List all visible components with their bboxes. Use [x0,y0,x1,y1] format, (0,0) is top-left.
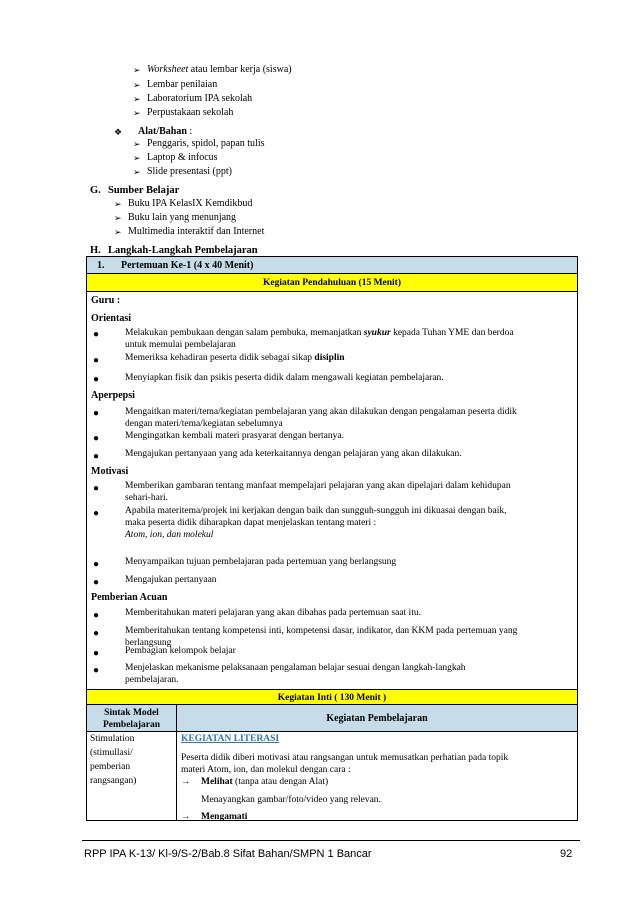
item-text: pembelajaran. [125,675,179,685]
bullet-icon: ● [93,433,100,444]
item-text: Atom, ion, dan molekul [125,530,214,540]
inti-title: Kegiatan Inti ( 130 Menit ) [277,693,387,703]
item-text: sehari-hari. [125,493,168,503]
media-item-italic: Worksheet [147,64,189,75]
item-text: Memberikan gambaran tentang manfaat mempelajari pelajaran yang akan dipelajari dalam kehidupan [125,481,511,491]
apersepsi-item: Mengingatkan kembali materi prasyarat dengan bertanya. [125,431,344,441]
apersepsi-item: Mengajukan pertanyaan yang ada keterkaitannya dengan pelajaran yang akan dilakukan. [125,449,462,459]
bullet-icon: ● [93,628,100,639]
pertemuan-row [87,257,577,274]
guru-label: Guru : [91,295,121,306]
orientasi-item: Menyiapkan fisik dan psikis peserta didik dalam mengawali kegiatan pembelajaran. [125,373,444,383]
acuan-item: Pembagian kelompok belajar [125,646,236,656]
stim-text: pemberian [90,762,131,772]
media-item [133,93,252,105]
alat-item [133,166,232,178]
arrow-bullet-icon: ➢ [133,65,141,75]
alat-colon: : [186,126,193,137]
bullet-icon: ● [93,665,100,676]
item-text: Memeriksa kehadiran peserta didik sebagai sikap [125,353,315,363]
sumber-item [114,198,252,210]
alat-item-text: Penggaris, spidol, papan tulis [147,138,265,149]
arrow-bullet-icon: ➢ [133,139,141,149]
media-item [133,79,217,91]
bullet-icon: ● [93,329,100,340]
bullet-icon: ● [93,508,100,519]
pertemuan-number: 1. [97,260,105,271]
sumber-item-text: Buku IPA KelasIX Kemdikbud [128,198,253,209]
section-number: G. [90,185,101,196]
motivasi-label: Motivasi [91,466,129,477]
emphasis-disiplin: disiplin [314,353,345,363]
item-text: berlangsung [125,638,172,648]
alat-item-text: Laptop & infocus [147,152,218,163]
literasi-cell [177,732,577,820]
stim-text: (stimullasi/ [90,748,133,758]
inti-row [87,689,577,705]
item-text: untuk memulai pembelajaran [125,340,236,350]
section-title: Langkah-Langkah Pembelajaran [108,245,258,256]
sumber-item-text: Multimedia interaktif dan Internet [128,226,265,237]
header-text: Sintak Model [104,708,159,718]
bullet-icon: ● [93,451,100,462]
media-item-text: atau lembar kerja (siswa) [188,64,292,75]
arrow-bullet-icon: ➢ [133,80,141,90]
alat-heading [114,126,192,138]
item-text: dengan materi/tema/kegiatan sebelumnya [125,419,283,429]
arrow-bullet-icon: ➢ [114,199,122,209]
arrow-bullet-icon: ➢ [114,213,122,223]
arrow-right-icon: → [181,812,191,822]
col-header-kegiatan [177,705,577,732]
sumber-item [114,226,264,238]
pertemuan-title: Pertemuan Ke-1 (4 x 40 Menit) [121,260,254,271]
item-text: Mengaitkan materi/tema/kegiatan pembelajaran yang akan dilakukan dengan pengalaman peserta didik [125,407,517,417]
bullet-icon: ● [93,355,100,366]
bullet-icon: ● [93,408,100,419]
header-text: Pembelajaran [103,720,160,730]
lesson-table [86,256,578,821]
arrow-right-icon: → [181,777,191,787]
arrow-bullet-icon: ➢ [114,227,122,237]
bullet-icon: ● [93,374,100,385]
emphasis-syukur: syukur [363,328,391,338]
orientasi-item [125,327,565,351]
desc-text: materi Atom, ion, dan molekul dengan cara : [181,765,351,775]
footer-rule [82,840,580,841]
orientasi-label: Orientasi [91,313,131,324]
literasi-link[interactable]: KEGIATAN LITERASI [181,734,280,744]
stimulation-cell [87,732,177,820]
bullet-icon: ● [93,648,100,659]
acuan-item [125,662,565,686]
motivasi-item [125,480,565,504]
alat-item [133,152,218,164]
stim-text: rangsangan) [90,776,137,786]
header-text: Kegiatan Pembelajaran [326,713,428,724]
arrow-bullet-icon: ➢ [133,108,141,118]
arrow-bullet-icon: ➢ [133,167,141,177]
mengamati-text: Mengamati [201,812,248,822]
arrow-bullet-icon: ➢ [133,153,141,163]
item-text: Melakukan pembukaan dengan salam pembuka, memanjatkan [125,328,364,338]
pendahuluan-row [87,274,577,292]
section-title: Sumber Belajar [108,185,180,196]
arrow-bullet-icon: ➢ [133,94,141,104]
diamond-bullet-icon: ❖ [114,127,123,137]
menayangkan-text: Menayangkan gambar/foto/video yang relevan. [201,795,381,805]
item-text: Memberitahukan tentang kompetensi inti, kompetensi dasar, indikator, dan KKM pada pertemuan yang [125,626,518,636]
melihat-item [201,777,328,787]
motivasi-item: Menyampaikan tujuan pembelajaran pada pertemuan yang berlangsung [125,557,397,567]
pendahuluan-title: Kegiatan Pendahuluan (15 Menit) [262,278,402,288]
motivasi-item [125,505,565,541]
media-item-text: Lembar penilaian [147,79,218,90]
desc-text: Peserta didik diberi motivasi atau rangsangan untuk memusatkan perhatian pada topik [181,753,509,763]
apersepsi-item [125,406,565,430]
acuan-item: Memberitahukan materi pelajaran yang akan dibahas pada pertemuan saat itu. [125,608,421,618]
sumber-item-text: Buku lain yang menunjang [128,212,237,223]
bullet-icon: ● [93,483,100,494]
stim-text: Stimulation [90,734,135,744]
orientasi-item [125,352,565,364]
sumber-heading [90,185,179,197]
footer-title: RPP IPA K-13/ Kl-9/S-2/Bab.8 Sifat Bahan/SMPN 1 Bancar [84,848,372,860]
alat-item-text: Slide presentasi (ppt) [147,166,232,177]
bullet-icon: ● [93,559,100,570]
item-text: Menjelaskan mekanisme pelaksanaan pengalaman belajar sesuai dengan langkah-langkah [125,663,466,673]
section-number: H. [90,245,101,256]
motivasi-item: Mengajukan pertanyaan [125,575,217,585]
media-item-text: Perpustakaan sekolah [147,107,234,118]
media-item [133,64,292,76]
item-text: Apabila materitema/projek ini kerjakan dengan baik dan sungguh-sungguh ini dikuasai dengan baik, [125,506,507,516]
acuan-label: Pemberian Acuan [91,592,168,603]
melihat-bold: Melihat [201,777,233,787]
bullet-icon: ● [93,577,100,588]
item-text: kepada Tuhan YME dan berdoa [390,328,514,338]
media-item [133,107,233,119]
media-item-text: Laboratorium IPA sekolah [147,93,253,104]
alat-title: Alat/Bahan [138,126,187,137]
page-number: 92 [560,848,573,860]
sumber-item [114,212,236,224]
bullet-icon: ● [93,610,100,621]
apersepsi-label: Aperpepsi [91,390,135,401]
col-header-sintak [87,705,177,732]
literasi-desc [181,752,573,776]
pendahuluan-content [87,292,577,689]
alat-item [133,138,265,150]
melihat-rest: (tanpa atau dengan Alat) [232,777,329,787]
item-text: maka peserta didik diharapkan dapat menjelaskan tentang materi : [125,518,377,528]
